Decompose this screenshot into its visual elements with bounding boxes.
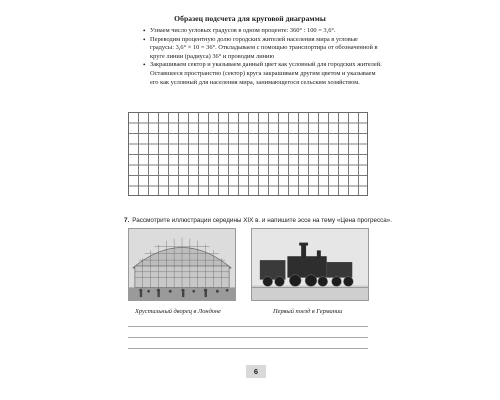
graph-paper-grid[interactable] [128, 112, 368, 196]
illustration-caption: Первый поезд в Германии [273, 308, 343, 315]
task-number: 7. [124, 217, 130, 224]
crystal-palace-illustration [128, 228, 236, 301]
section-title: Образец подсчета для круговой диаграммы [174, 14, 326, 23]
page-number: 6 [246, 365, 266, 378]
illustration-caption: Хрустальный дворец в Лондоне [135, 308, 222, 315]
task-text: Рассмотрите иллюстрации середины XIX в. и напишите эссе на тему «Цена прогресса». [132, 217, 393, 224]
task-7 [124, 217, 393, 224]
instruction-item: • Переводим процентную долю городских жителей населения мира в угловые градусы: 3,6° × 10 = 36°. Откладываем с помощью транспортира от обозначенной в круге линии (радиуса) 36° и проводим линию [143, 36, 383, 62]
instruction-item: • Закрашиваем сектор и указываем данный цвет как условный для городских жителей. Оставшееся пространство (сектор) круга закрашиваем другим цветом и указываем его как условный для населения мира, занимающегося сельским хозяйством. [143, 61, 383, 87]
instruction-item: • Узнаем число угловых градусов в одном проценте: 360° : 100 = 3,6°. [143, 27, 383, 36]
answer-line[interactable] [128, 348, 368, 349]
answer-line[interactable] [128, 337, 368, 338]
first-train-illustration [251, 228, 369, 301]
answer-line[interactable] [128, 326, 368, 327]
instructions-list [143, 27, 383, 87]
